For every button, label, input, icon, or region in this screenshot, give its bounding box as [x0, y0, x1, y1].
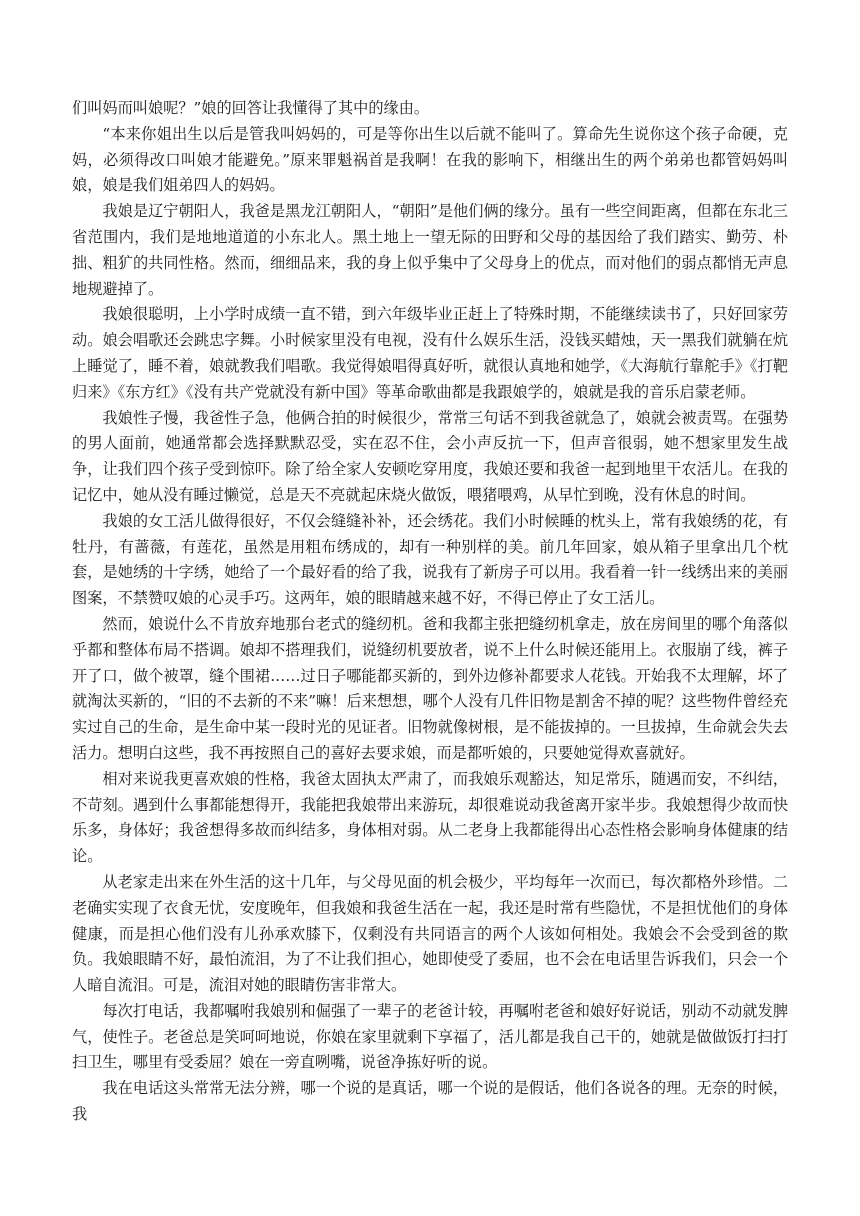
paragraph: “本来你姐出生以后是管我叫妈妈的，可是等你出生以后就不能叫了。算命先生说你这个孩子命硬，克妈，必须得改口叫娘才能避免。”原来罪魁祸首是我啊！在我的影响下，相继出生的两个弟弟也都管妈妈叫娘，娘是我们姐弟四人的妈妈。	[72, 124, 788, 195]
paragraph: 我在电话这头常常无法分辨，哪一个说的是真话，哪一个说的是假话，他们各说各的理。无奈的时候，我	[72, 1079, 788, 1124]
paragraph: 们叫妈而叫娘呢？”娘的回答让我懂得了其中的缘由。	[72, 99, 430, 117]
paragraph: 每次打电话，我都嘱咐我娘别和倔强了一辈子的老爸计较，再嘱咐老爸和娘好好说话，别动不动就发脾气，使性子。老爸总是笑呵呵地说，你娘在家里就剩下享福了，活儿都是我自己干的，她就是做做饭打扫打扫卫生，哪里有受委屈？娘在一旁直咧嘴，说爸净拣好听的说。	[72, 1001, 788, 1072]
paragraph: 然而，娘说什么不肯放弃地那台老式的缝纫机。爸和我都主张把缝纫机拿走，放在房间里的哪个角落似乎都和整体布局不搭调。娘却不搭理我们，说缝纫机要放者，说不上什么时候还能用上。衣服崩了线，裤子开了口，做个被罩，缝个围裙……过日子哪能都买新的，到外边修补都要求人花钱。开始我不太理解，坏了就淘汰买新的，“旧的不去新的不来”嘛！后来想想，哪个人没有几件旧物是割舍不掉的呢？这些物件曾经充实过自己的生命，是生命中某一段时光的见证者。旧物就像树根，是不能拔掉的。一旦拔掉，生命就会失去活力。想明白这些，我不再按照自己的喜好去要求娘，而是都听娘的，只要她觉得欢喜就好。	[72, 614, 788, 762]
paragraph: 我娘很聪明，上小学时成绩一直不错，到六年级毕业正赶上了特殊时期，不能继续读书了，只好回家劳动。娘会唱歌还会跳忠字舞。小时候家里没有电视，没有什么娱乐生活，没钱买蜡烛，天一黑我们就躺在炕上睡觉了，睡不着，娘就教我们唱歌。我觉得娘唱得真好听，就很认真地和她学，《大海航行靠舵手》《打靶归来》《东方红》《没有共产党就没有新中国》等革命歌曲都是我跟娘学的，娘就是我的音乐启蒙老师。	[72, 305, 788, 401]
paragraph: 我娘的女工活儿做得很好，不仅会缝缝补补，还会绣花。我们小时候睡的枕头上，常有我娘绣的花，有牡丹，有蔷薇，有莲花，虽然是用粗布绣成的，却有一种别样的美。前几年回家，娘从箱子里拿出几个枕套，是她绣的十字绣，她给了一个最好看的给了我，说我有了新房子可以用。我看着一针一线绣出来的美丽图案，不禁赞叹娘的心灵手巧。这两年，娘的眼睛越来越不好，不得已停止了女工活儿。	[72, 511, 788, 608]
paragraph: 我娘是辽宁朝阳人，我爸是黑龙江朝阳人，“朝阳”是他们俩的缘分。虽有一些空间距离，但都在东北三省范围内，我们是地地道道的小东北人。黑土地上一望无际的田野和父母的基因给了我们踏实、勤劳、朴拙、粗犷的共同性格。然而，细细品来，我的身上似乎集中了父母身上的优点，而对他们的弱点都悄无声息地规避掉了。	[72, 202, 788, 298]
paragraph: 我娘性子慢，我爸性子急，他俩合拍的时候很少，常常三句话不到我爸就急了，娘就会被责骂。在强势的男人面前，她通常都会选择默默忍受，实在忍不住，会小声反抗一下，但声音很弱，她不想家里发生战争，让我们四个孩子受到惊吓。除了给全家人安顿吃穿用度，我娘还要和我爸一起到地里干农活儿。在我的记忆中，她从没有睡过懒觉，总是天不亮就起床烧火做饭，喂猪喂鸡，从早忙到晚，没有休息的时间。	[72, 408, 788, 504]
article-body	[72, 96, 788, 1128]
paragraph: 从老家走出来在外生活的这十几年，与父母见面的机会极少，平均每年一次而已，每次都格外珍惜。二老确实实现了衣食无忧，安度晚年，但我娘和我爸生活在一起，我还是时常有些隐忧，不是担忧他们的身体健康，而是担心他们没有儿孙承欢膝下，仅剩没有共同语言的两个人该如何相处。我娘会不会受到爸的欺负。我娘眼睛不好，最怕流泪，为了不让我们担心，她即使受了委屈，也不会在电话里告诉我们，只会一个人暗自流泪。可是，流泪对她的眼睛伤害非常大。	[72, 872, 788, 995]
paragraph: 相对来说我更喜欢娘的性格，我爸太固执太严肃了，而我娘乐观豁达，知足常乐，随遇而安，不纠结，不苛刻。遇到什么事都能想得开，我能把我娘带出来游玩，却很难说动我爸离开家半步。我娘想得少故而快乐多，身体好；我爸想得多故而纠结多，身体相对弱。从二老身上我都能得出心态性格会影响身体健康的结论。	[72, 769, 788, 866]
